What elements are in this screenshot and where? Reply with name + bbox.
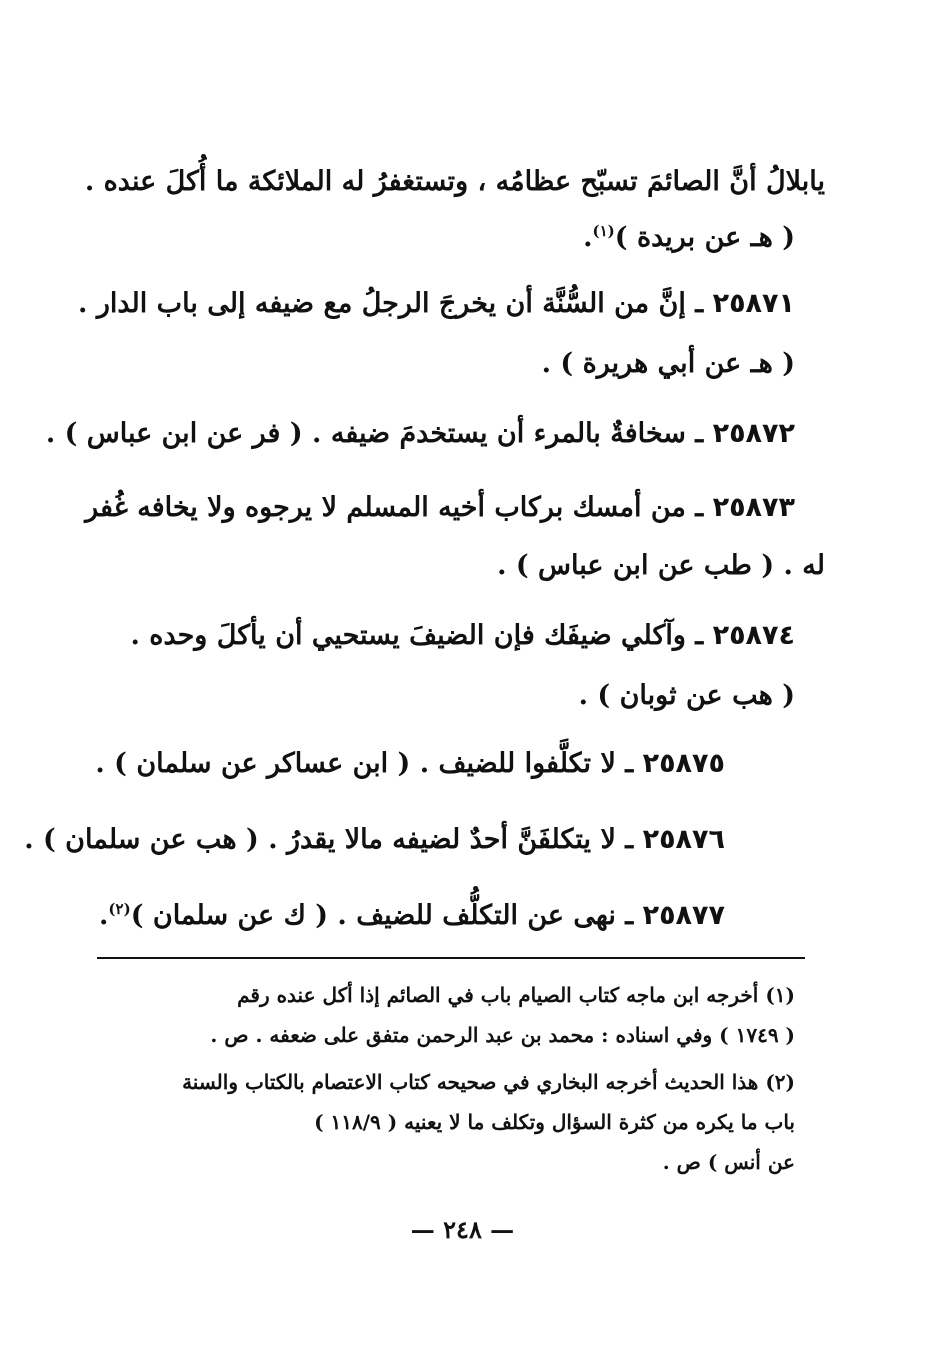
footnote-divider — [97, 957, 805, 959]
footnote-text: هذا الحديث أخرجه البخاري في صحيحه كتاب الاعتصام بالكتاب والسنة — [182, 1070, 759, 1094]
entry-text: ـ إنَّ من السُّنَّة أن يخرجَ الرجلُ مع ضيفه إلى باب الدار . — [78, 288, 704, 319]
entry-source: ( هب عن ثوبان ) . — [578, 680, 795, 711]
entry-number: ٢٥٨٧١ — [712, 288, 795, 319]
entry-text: ـ وآكلي ضيفَك فإن الضيفَ يستحيي أن يأكلَ وحده . — [130, 620, 704, 651]
hadith-entry-25872 — [46, 420, 795, 447]
footnote-1 — [237, 985, 795, 1005]
hadith-entry-25874 — [131, 622, 796, 649]
hadith-entry-25875 — [95, 750, 725, 777]
entry-text: ـ لا تكلَّفوا للضيف . ( ابن عساكر عن سلمان ) . — [95, 748, 634, 779]
footnote-ref[interactable]: (١) — [592, 222, 615, 240]
entry-number: ٢٥٨٧٤ — [712, 620, 795, 651]
footnote-marker: (٢) — [765, 1070, 795, 1094]
footnote-ref[interactable]: (٢) — [108, 900, 131, 918]
entry-source: ( هـ عن بريدة )$^{(١)}$. — [583, 222, 795, 253]
footnote-1-line-2: ( ١٧٤٩ ) وفي اسناده : محمد بن عبد الرحمن متفق على ضعفه . ص . — [210, 1023, 795, 1047]
footnote-2 — [182, 1072, 795, 1092]
entry-source: ( هـ عن أبي هريرة ) . — [541, 348, 795, 379]
entry-text: ـ لا يتكلفَنَّ أحدٌ لضيفه مالا يقدرُ . ( هب عن سلمان ) . — [24, 824, 634, 855]
entry-number: ٢٥٨٧٧ — [642, 900, 725, 931]
entry-text-line: يابلالُ أنَّ الصائمَ تسبّح عظامُه ، وتستغفرُ له الملائكة ما أُكلَ عنده . — [84, 166, 825, 197]
page-number: — ٢٤٨ — — [410, 1215, 515, 1244]
entry-number: ٢٥٨٧٥ — [642, 748, 725, 779]
footnote-text: أخرجه ابن ماجه كتاب الصيام باب في الصائم إذا أكل عنده رقم — [237, 983, 759, 1007]
footnote-2-line-2: باب ما يكره من كثرة السؤال وتكلف ما لا يعنيه ( ١١٨/٩ ) — [314, 1110, 795, 1134]
entry-number: ٢٥٨٧٣ — [712, 492, 795, 523]
hadith-entry-25873 — [85, 494, 795, 521]
hadith-entry-25871 — [78, 290, 795, 317]
hadith-entry-25877: ٢٥٨٧٧ ـ نهى عن التكلُّف للضيف . ( ك عن سلمان )$^{(٢)}$. — [99, 900, 725, 931]
entry-number: ٢٥٨٧٢ — [712, 418, 795, 449]
entry-text: ـ نهى عن التكلُّف للضيف . ( ك عن سلمان ) — [130, 900, 634, 931]
entry-source: له . ( طب عن ابن عباس ) . — [497, 550, 825, 581]
entry-text: ـ سخافةٌ بالمرء أن يستخدمَ ضيفه . ( فر عن ابن عباس ) . — [45, 418, 704, 449]
entry-text: ـ من أمسك بركاب أخيه المسلم لا يرجوه ولا يخافه غُفر — [85, 492, 704, 523]
hadith-entry-25876 — [24, 826, 725, 853]
footnote-2-line-3: عن أنس ) ص . — [662, 1150, 795, 1174]
entry-number: ٢٥٨٧٦ — [642, 824, 725, 855]
footnote-marker: (١) — [765, 983, 795, 1007]
